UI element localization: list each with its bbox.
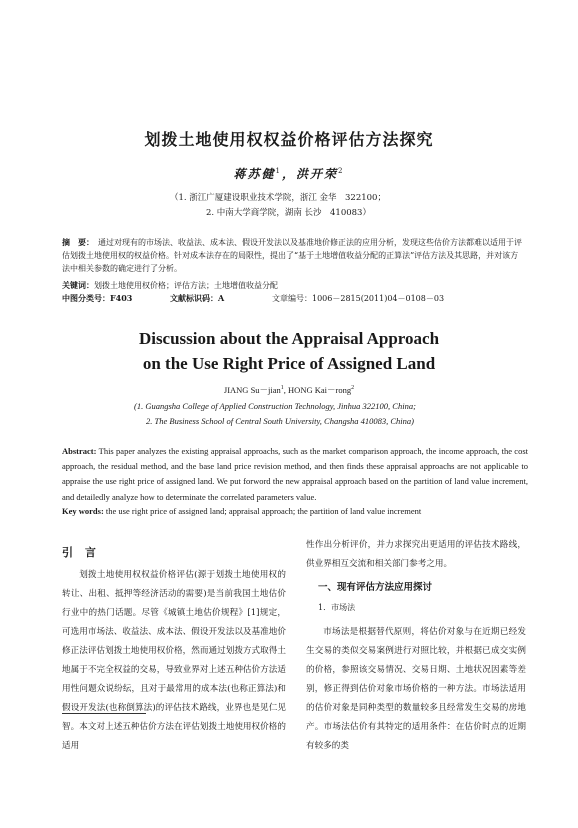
abstract-text: This paper analyzes the existing appraisal approachs, such as the market comparison approach, the income approach, the cost approach, the residual method, and the base land price revision method, and then finds these appraisal approachs are not applicable to appraise the use right price of assigned land. We put forword the new appraisal approach based on the partition of land value increment, and detailedly analyze how to determinate the correlated parameters value. <box>62 446 528 502</box>
affiliation-1-chinese: （1. 浙江广厦建设职业技术学院，浙江 金华 322100； <box>170 193 386 203</box>
title-line: on the Use Right Price of Assigned Land <box>142 354 436 373</box>
author-affiliation-marker: 2 <box>351 385 355 392</box>
author-affiliation-marker: 1 <box>275 167 282 175</box>
keywords-label: Key words: <box>62 506 104 516</box>
article-number: 文章编号：1006－2815(2011)04－0108－03 <box>272 294 445 303</box>
abstract-chinese <box>62 236 526 275</box>
paragraph: 市场法是根据替代原则，将估价对象与在近期已经发生交易的类似交易案例进行对照比较，并根据已成交实例的价格，参照该交易情况、交易日期、土地状况因素等差别，修正得到估价对象市场价格的一种方法。市场法适用的估价对象是同种类型的数量较多且经常发生交易的房地产。市场法估价有其特定的适用条件：在估价时点的近期有较多的类 <box>306 627 526 751</box>
paragraph: 性作出分析评价，并力求探究出更适用的评估技术路线，供业界相互交流和相关部门参考之用。 <box>306 540 526 569</box>
abstract-label: Abstract: <box>62 446 97 456</box>
author-name: , HONG Kai－rong <box>283 385 352 395</box>
introduction-body <box>62 566 286 756</box>
keywords-english <box>62 506 421 516</box>
author-name: JIANG Su－jian <box>223 385 281 395</box>
affiliation-2-english: 2. The Business School of Central South University, Changsha 410083, China) <box>146 416 414 426</box>
abstract-english <box>62 444 528 505</box>
paper-title-chinese: 划拨土地使用权权益价格评估方法探究 <box>144 130 434 149</box>
paper-title-english <box>0 326 578 376</box>
author-name: 蒋苏健 <box>233 167 276 181</box>
keywords-text: 划拨土地使用权价格；评估方法；土地增值收益分配 <box>94 281 278 290</box>
keywords-label: 关键词： <box>62 280 94 290</box>
title-line: Discussion about the Appraisal Approach <box>138 329 440 348</box>
author-affiliation-marker: 1 <box>280 385 284 392</box>
abstract-text: 通过对现有的市场法、收益法、成本法、假设开发法以及基准地价修正法的应用分析，发现这些估价方法都难以适用于评估划拨土地使用权的权益价格。针对成本法存在的局限性，提出了“基于土地增值收益分配的正算法”评估方法及其思路，并对该方法中相关参数的确定进行了分析。 <box>62 238 522 273</box>
authors-english <box>0 384 578 396</box>
section-heading-1: 一、现有评估方法应用探讨 <box>318 582 433 593</box>
keywords-chinese <box>62 279 526 292</box>
affiliation-2-chinese: 2. 中南大学商学院，湖南 长沙 410083） <box>206 208 371 218</box>
subsection-heading-market-method: 1．市场法 <box>318 603 356 612</box>
document-code: 文献标识码：A <box>170 293 225 303</box>
clc-number: 中图分类号：F403 <box>62 293 133 303</box>
abstract-label: 摘 要： <box>62 237 94 247</box>
affiliation-1-english: (1. Guangsha College of Applied Construction Technology, Jinhua 322100, China; <box>134 401 416 411</box>
authors-chinese <box>0 165 578 182</box>
introduction-continuation <box>306 536 526 574</box>
author-name: 洪开荣 <box>296 167 339 181</box>
author-separator: ， <box>281 167 296 181</box>
footnote-divider <box>62 713 146 714</box>
section-heading-introduction: 引 言 <box>62 546 100 559</box>
paragraph: 划拨土地使用权权益价格评估(源于划拨土地使用权的转让、出租、抵押等经济活动的需要)是当前我国土地估价行业中的热门话题。尽管《城镇土地估价规程》[1]规定，可选用市场法、收益法、成本法、假设开发法以及基准地价修正法评估划拨土地使用权价格，然而通过划拨方式取得土地属于不完全权益的交易，导致业界对上述五种估价方法适用性问题众说纷纭，且对于最常用的成本法(也称正算法)和假设开发法(也称倒算法)的评估技术路线，业界也是见仁见智。本文对上述五种估价方法在评估划拨土地使用权价格的适用 <box>62 570 286 751</box>
keywords-text: the use right price of assigned land; appraisal approach; the partition of land value increment <box>103 506 422 516</box>
author-affiliation-marker: 2 <box>338 167 345 175</box>
section-1-body <box>306 623 526 756</box>
